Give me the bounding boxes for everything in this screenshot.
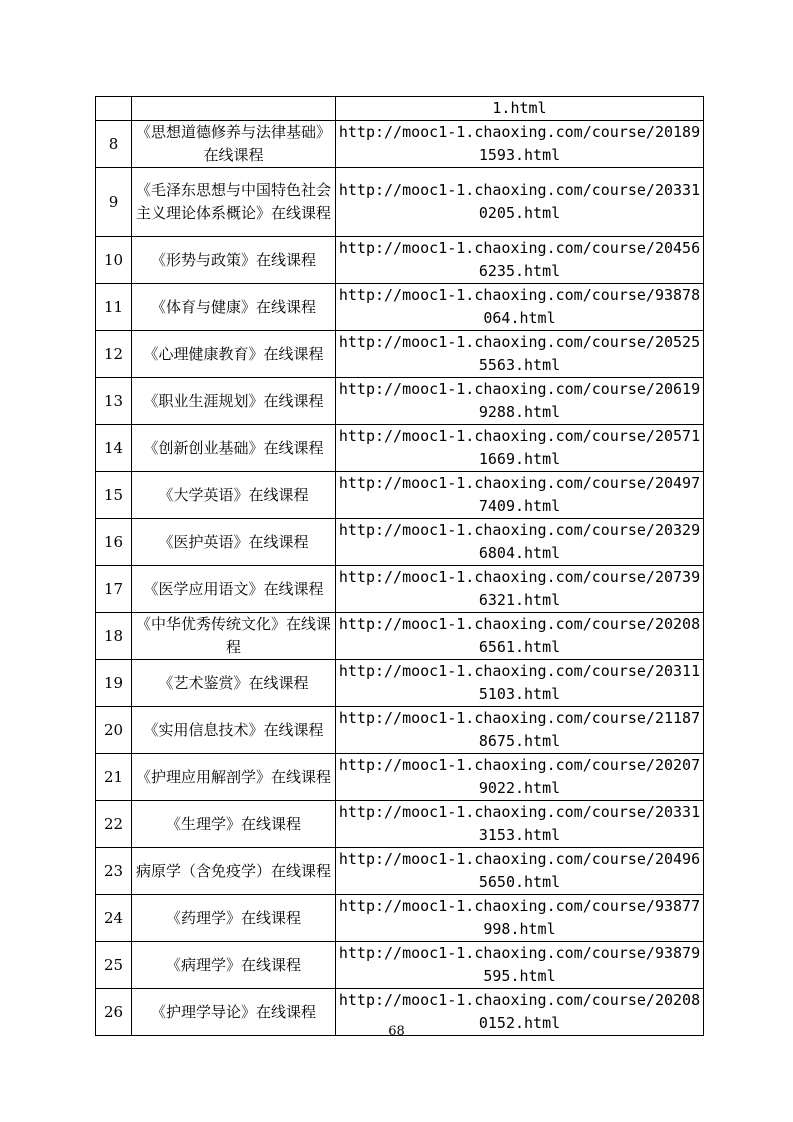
row-number: 11 xyxy=(96,284,132,331)
course-url: http://mooc1-1.chaoxing.com/course/93877998.html xyxy=(336,895,704,942)
course-name: 《思想道德修养与法律基础》在线课程 xyxy=(132,121,336,168)
row-number: 24 xyxy=(96,895,132,942)
row-number: 8 xyxy=(96,121,132,168)
course-url: http://mooc1-1.chaoxing.com/course/206199288.html xyxy=(336,378,704,425)
table-row xyxy=(96,707,704,754)
table-row xyxy=(96,613,704,660)
course-url: http://mooc1-1.chaoxing.com/course/203310205.html xyxy=(336,168,704,237)
row-number: 20 xyxy=(96,707,132,754)
table-row xyxy=(96,97,704,121)
course-name: 《毛泽东思想与中国特色社会主义理论体系概论》在线课程 xyxy=(132,168,336,237)
course-name: 《实用信息技术》在线课程 xyxy=(132,707,336,754)
course-name: 《医学应用语文》在线课程 xyxy=(132,566,336,613)
course-name: 《心理健康教育》在线课程 xyxy=(132,331,336,378)
table-row xyxy=(96,801,704,848)
table-row xyxy=(96,472,704,519)
course-name: 《艺术鉴赏》在线课程 xyxy=(132,660,336,707)
course-url: http://mooc1-1.chaoxing.com/course/205711669.html xyxy=(336,425,704,472)
course-url: http://mooc1-1.chaoxing.com/course/203115103.html xyxy=(336,660,704,707)
row-number: 17 xyxy=(96,566,132,613)
table-row xyxy=(96,378,704,425)
row-number: 15 xyxy=(96,472,132,519)
table-row xyxy=(96,566,704,613)
row-number: 14 xyxy=(96,425,132,472)
row-number: 10 xyxy=(96,237,132,284)
row-number: 12 xyxy=(96,331,132,378)
row-number: 23 xyxy=(96,848,132,895)
course-name: 《医护英语》在线课程 xyxy=(132,519,336,566)
table-row xyxy=(96,660,704,707)
course-name: 《病理学》在线课程 xyxy=(132,942,336,989)
row-number: 22 xyxy=(96,801,132,848)
row-number: 25 xyxy=(96,942,132,989)
row-number: 9 xyxy=(96,168,132,237)
course-url: http://mooc1-1.chaoxing.com/course/202086561.html xyxy=(336,613,704,660)
course-url: http://mooc1-1.chaoxing.com/course/205255563.html xyxy=(336,331,704,378)
table-row xyxy=(96,425,704,472)
table-row xyxy=(96,331,704,378)
course-name: 《护理应用解剖学》在线课程 xyxy=(132,754,336,801)
row-number: 18 xyxy=(96,613,132,660)
course-name: 《护理学导论》在线课程 xyxy=(132,989,336,1036)
row-number: 21 xyxy=(96,754,132,801)
course-url: http://mooc1-1.chaoxing.com/course/202079022.html xyxy=(336,754,704,801)
table-row xyxy=(96,284,704,331)
course-url: http://mooc1-1.chaoxing.com/course/93878064.html xyxy=(336,284,704,331)
table-row xyxy=(96,848,704,895)
course-name: 《生理学》在线课程 xyxy=(132,801,336,848)
course-name: 《创新创业基础》在线课程 xyxy=(132,425,336,472)
course-name xyxy=(132,97,336,121)
course-url: 1.html xyxy=(336,97,704,121)
course-url: http://mooc1-1.chaoxing.com/course/207396321.html xyxy=(336,566,704,613)
table-row xyxy=(96,895,704,942)
page-number: 68 xyxy=(388,1024,405,1039)
row-number xyxy=(96,97,132,121)
course-table xyxy=(95,96,704,1036)
course-name: 《职业生涯规划》在线课程 xyxy=(132,378,336,425)
course-table-body xyxy=(96,97,704,1036)
row-number: 26 xyxy=(96,989,132,1036)
course-url: http://mooc1-1.chaoxing.com/course/211878675.html xyxy=(336,707,704,754)
row-number: 19 xyxy=(96,660,132,707)
course-name: 《体育与健康》在线课程 xyxy=(132,284,336,331)
course-url: http://mooc1-1.chaoxing.com/course/203313153.html xyxy=(336,801,704,848)
course-url: http://mooc1-1.chaoxing.com/course/202080152.html xyxy=(336,989,704,1036)
table-row xyxy=(96,942,704,989)
table-row xyxy=(96,168,704,237)
course-url: http://mooc1-1.chaoxing.com/course/204566235.html xyxy=(336,237,704,284)
course-name: 《大学英语》在线课程 xyxy=(132,472,336,519)
course-name: 病原学（含免疫学）在线课程 xyxy=(132,848,336,895)
course-name: 《中华优秀传统文化》在线课程 xyxy=(132,613,336,660)
course-name: 《形势与政策》在线课程 xyxy=(132,237,336,284)
row-number: 16 xyxy=(96,519,132,566)
table-row xyxy=(96,237,704,284)
course-url: http://mooc1-1.chaoxing.com/course/203296804.html xyxy=(336,519,704,566)
course-url: http://mooc1-1.chaoxing.com/course/201891593.html xyxy=(336,121,704,168)
table-row xyxy=(96,754,704,801)
course-url: http://mooc1-1.chaoxing.com/course/204977409.html xyxy=(336,472,704,519)
table-row xyxy=(96,121,704,168)
course-name: 《药理学》在线课程 xyxy=(132,895,336,942)
row-number: 13 xyxy=(96,378,132,425)
table-row xyxy=(96,519,704,566)
course-url: http://mooc1-1.chaoxing.com/course/204965650.html xyxy=(336,848,704,895)
course-url: http://mooc1-1.chaoxing.com/course/93879595.html xyxy=(336,942,704,989)
